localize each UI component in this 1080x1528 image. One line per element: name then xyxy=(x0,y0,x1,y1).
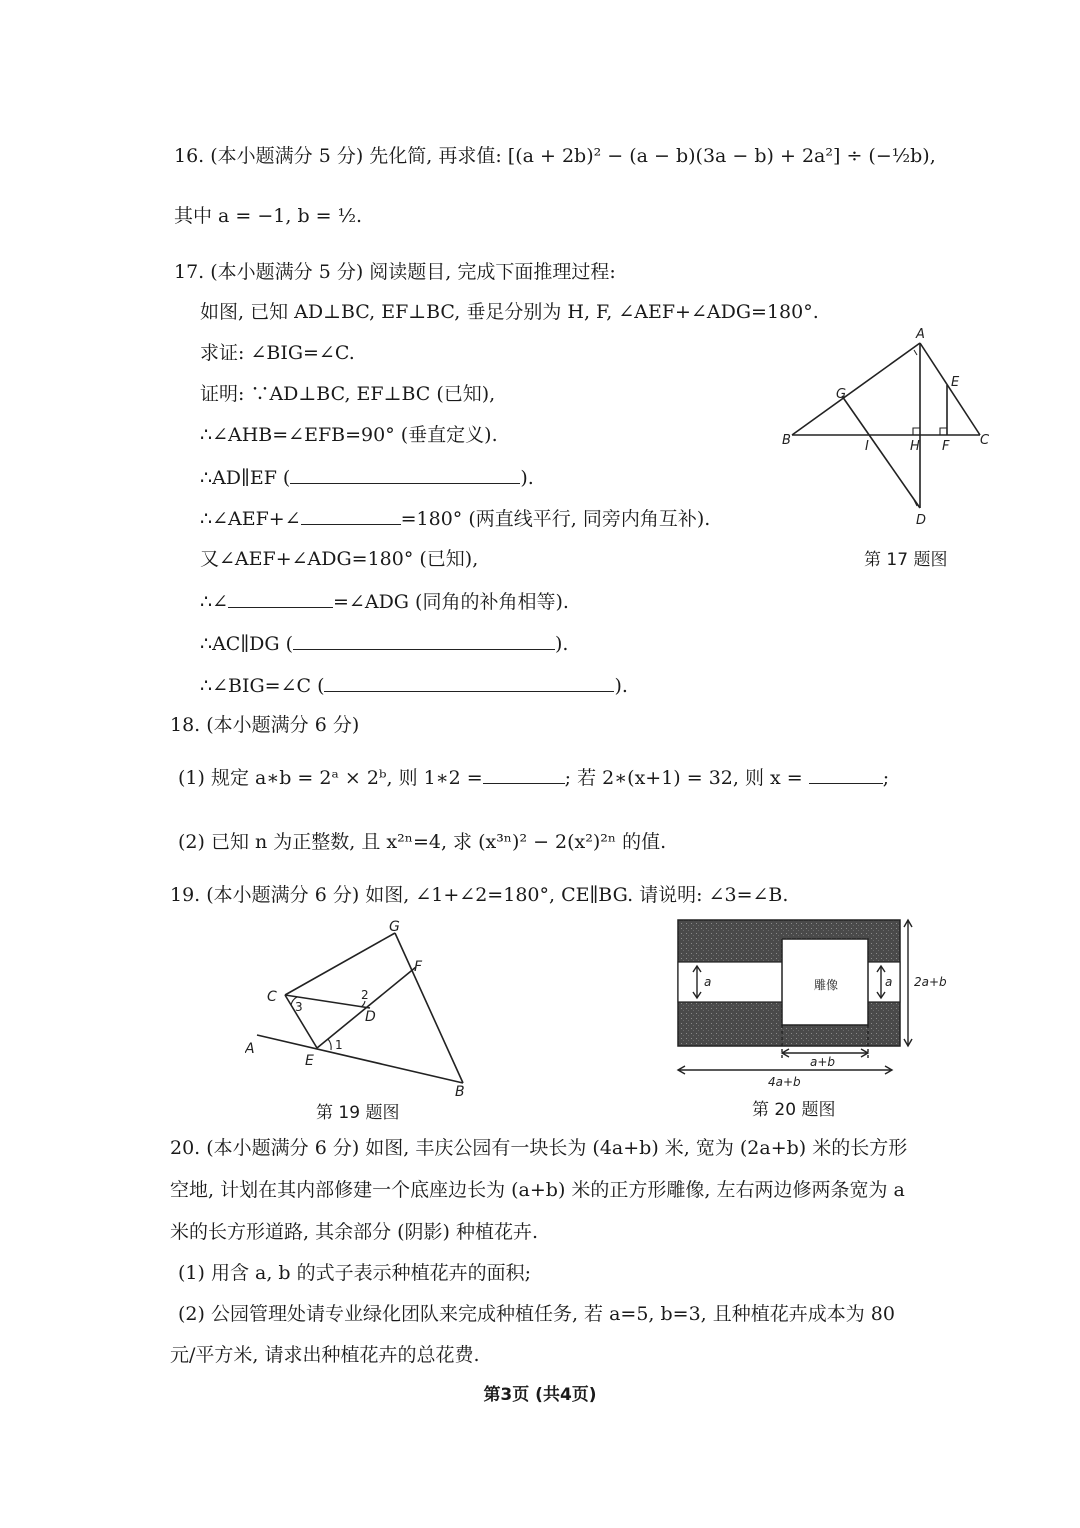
q20-label-height: 2a+b xyxy=(914,975,947,989)
q17-caption: 第 17 题图 xyxy=(864,550,948,570)
q20-header: 20. (本小题满分 6 分) 如图, 丰庆公园有一块长为 (4a+b) 米, 宽为 (2a+b) 米的长方形 xyxy=(170,1137,908,1159)
line-ac xyxy=(920,343,980,435)
q17-given: 如图, 已知 AD⊥BC, EF⊥BC, 垂足分别为 H, F, ∠AEF+∠ADG=180°. xyxy=(200,301,819,323)
q17-proof8-pre: ∴∠BIG=∠C ( xyxy=(200,675,325,697)
q20-part2b: 元/平方米, 请求出种植花卉的总花费. xyxy=(170,1344,480,1366)
q17-proof8-post: ). xyxy=(614,675,628,697)
q17-blank-1[interactable] xyxy=(290,465,520,484)
q17-proof4 xyxy=(200,506,710,531)
q17-proof1: 证明: ∵AD⊥BC, EF⊥BC (已知), xyxy=(200,383,496,405)
q18-part1-pre: (1) 规定 a∗b = 2ᵃ × 2ᵇ, 则 1∗2 = xyxy=(178,767,483,789)
q19-label-e: E xyxy=(305,1053,314,1069)
q17-proof4-post: =180° (两直线平行, 同旁内角互补). xyxy=(400,508,711,530)
q17-proof7-pre: ∴AC∥DG ( xyxy=(200,633,293,655)
q19-label-d: D xyxy=(365,1009,376,1025)
q17-proof3-pre: ∴AD∥EF ( xyxy=(200,467,291,489)
q17-proof8 xyxy=(200,673,628,698)
q17-label-g: G xyxy=(836,387,847,402)
q17-blank-5[interactable] xyxy=(324,673,614,692)
q18-blank-2[interactable] xyxy=(809,765,883,784)
q17-proof5: 又∠AEF+∠ADG=180° (已知), xyxy=(200,548,479,570)
q20-line3: 米的长方形道路, 其余部分 (阴影) 种植花卉. xyxy=(170,1221,539,1243)
q17-label-d: D xyxy=(916,513,927,528)
q17-blank-4[interactable] xyxy=(293,631,555,650)
q20-label-inner: a+b xyxy=(810,1055,836,1069)
line-gb xyxy=(395,933,463,1083)
q17-label-e: E xyxy=(951,375,960,390)
q17-header: 17. (本小题满分 5 分) 阅读题目, 完成下面推理过程: xyxy=(174,261,616,283)
q17-proof6 xyxy=(200,589,569,614)
q17-proof3-post: ). xyxy=(520,467,534,489)
line-ab xyxy=(792,343,920,435)
q19-label-1: 1 xyxy=(335,1038,343,1052)
q19-label-a: A xyxy=(245,1041,255,1057)
q17-proof2: ∴∠AHB=∠EFB=90° (垂直定义). xyxy=(200,424,498,446)
q18-part1-post: ; xyxy=(882,767,890,789)
q17-blank-2[interactable] xyxy=(301,506,401,525)
q17-label-i: I xyxy=(865,439,869,454)
q18-part1 xyxy=(178,765,889,790)
line-gd xyxy=(842,396,920,508)
q20-label-statue: 雕像 xyxy=(814,978,839,992)
q20-part2: (2) 公园管理处请专业绿化团队来完成种植任务, 若 a=5, b=3, 且种植花卉成本为 80 xyxy=(178,1303,895,1325)
q17-label-b: B xyxy=(782,433,791,448)
q19-label-c: C xyxy=(267,989,277,1005)
q20-caption: 第 20 题图 xyxy=(752,1100,836,1120)
q20-label-width: 4a+b xyxy=(768,1075,801,1089)
q19-label-b: B xyxy=(455,1084,465,1100)
q17-proof4-pre: ∴∠AEF+∠ xyxy=(200,508,301,530)
q17-proof7 xyxy=(200,631,568,656)
q17-proof3 xyxy=(200,465,534,490)
q19-figure xyxy=(245,915,485,1100)
q19-label-3: 3 xyxy=(295,1000,303,1014)
q20-label-a-left: a xyxy=(704,975,712,989)
q19-label-g: G xyxy=(389,919,400,935)
q17-prove: 求证: ∠BIG=∠C. xyxy=(200,342,355,364)
q18-blank-1[interactable] xyxy=(483,765,565,784)
q17-label-h: H xyxy=(910,439,920,454)
q19-caption: 第 19 题图 xyxy=(316,1103,400,1123)
q19-label-2: 2 xyxy=(361,988,369,1002)
q18-part2: (2) 已知 n 为正整数, 且 x²ⁿ=4, 求 (x³ⁿ)² − 2(x²)²ⁿ 的值. xyxy=(178,831,667,853)
q18-header: 18. (本小题满分 6 分) xyxy=(170,714,360,736)
q19-label-f: F xyxy=(414,959,423,975)
q16-line2: 其中 a = −1, b = ½. xyxy=(174,205,363,227)
line-ab xyxy=(257,1035,463,1083)
q17-proof7-post: ). xyxy=(555,633,569,655)
q20-part1: (1) 用含 a, b 的式子表示种植花卉的面积; xyxy=(178,1262,532,1284)
page-footer: 第3页 (共4页) xyxy=(483,1385,597,1405)
q17-label-f: F xyxy=(942,439,950,454)
q20-figure xyxy=(670,912,950,1092)
q20-line2: 空地, 计划在其内部修建一个底座边长为 (a+b) 米的正方形雕像, 左右两边修两条宽为 a xyxy=(170,1179,905,1201)
q17-label-a: A xyxy=(916,327,925,342)
q18-part1-mid: ; 若 2∗(x+1) = 32, 则 x = xyxy=(564,767,803,789)
q17-label-c: C xyxy=(980,433,990,448)
q20-label-a-right: a xyxy=(885,975,893,989)
q19-header: 19. (本小题满分 6 分) 如图, ∠1+∠2=180°, CE∥BG. 请说明: ∠3=∠B. xyxy=(170,884,789,906)
q17-proof6-post: =∠ADG (同角的补角相等). xyxy=(333,591,569,613)
q17-proof6-pre: ∴∠ xyxy=(200,591,229,613)
q17-blank-3[interactable] xyxy=(228,589,333,608)
q16-line1: 16. (本小题满分 5 分) 先化简, 再求值: [(a + 2b)² − (a − b)(3a − b) + 2a²] ÷ (−½b), xyxy=(174,145,936,167)
line-cg xyxy=(285,933,395,995)
line-ef xyxy=(317,967,416,1048)
q17-figure xyxy=(770,320,1000,535)
